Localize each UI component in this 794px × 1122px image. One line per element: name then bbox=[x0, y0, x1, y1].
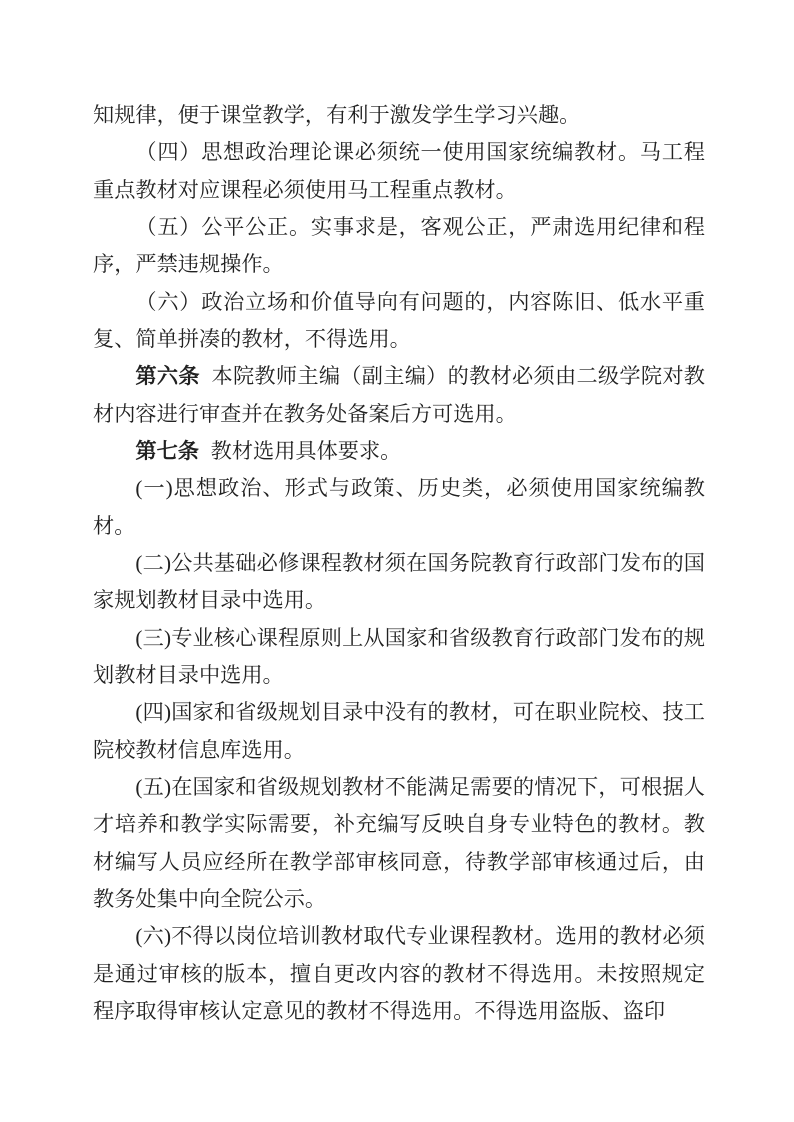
paragraph-text: (二)公共基础必修课程教材须在国务院教育行政部门发布的国家规划教材目录中选用。 bbox=[93, 550, 705, 613]
paragraph bbox=[93, 134, 705, 209]
paragraph bbox=[93, 284, 705, 359]
paragraph-text: (五)在国家和省级规划教材不能满足需要的情况下，可根据人才培养和教学实际需要，补充编写反映自身专业特色的教材。教材编写人员应经所在教学部审核同意，待教学部审核通过后，由教务处集中向全院公示。 bbox=[93, 774, 705, 911]
paragraph bbox=[93, 433, 705, 470]
paragraph-text: (六)不得以岗位培训教材取代专业课程教材。选用的教材必须是通过审核的版本，擅自更改内容的教材不得选用。未按照规定程序取得审核认定意见的教材不得选用。不得选用盗版、盗印 bbox=[93, 924, 705, 1023]
paragraph bbox=[93, 694, 705, 769]
clause-heading: 第六条 bbox=[135, 364, 200, 389]
paragraph-text: (一)思想政治、形式与政策、历史类，必须使用国家统编教材。 bbox=[93, 476, 705, 538]
paragraph-text: (四)国家和省级规划目录中没有的教材，可在职业院校、技工院校教材信息库选用。 bbox=[93, 700, 705, 762]
paragraph bbox=[93, 620, 705, 695]
paragraph-text: （四）思想政治理论课必须统一使用国家统编教材。马工程重点教材对应课程必须使用马工程重点教材。 bbox=[93, 140, 705, 202]
paragraph-text: （五）公平公正。实事求是，客观公正，严肃选用纪律和程序，严禁违规操作。 bbox=[93, 214, 705, 277]
paragraph bbox=[93, 769, 705, 918]
paragraph-text: 教材选用具体要求。 bbox=[210, 438, 402, 463]
paragraph bbox=[93, 918, 705, 1030]
paragraph-text: （六）政治立场和价值导向有问题的，内容陈旧、低水平重复、简单拼凑的教材，不得选用。 bbox=[93, 289, 705, 351]
paragraph-text: 知规律，便于课堂教学，有利于激发学生学习兴趣。 bbox=[93, 103, 581, 127]
paragraph-text: 本院教师主编（副主编）的教材必须由二级学院对教材内容进行审查并在教务处备案后方可选用。 bbox=[93, 364, 705, 426]
document-content bbox=[93, 97, 705, 1030]
paragraph-text: (三)专业核心课程原则上从国家和省级教育行政部门发布的规划教材目录中选用。 bbox=[93, 625, 705, 687]
paragraph bbox=[93, 545, 705, 620]
clause-heading: 第七条 bbox=[135, 438, 199, 463]
paragraph bbox=[93, 470, 705, 545]
paragraph bbox=[93, 358, 705, 433]
paragraph bbox=[93, 97, 705, 134]
paragraph bbox=[93, 209, 705, 284]
